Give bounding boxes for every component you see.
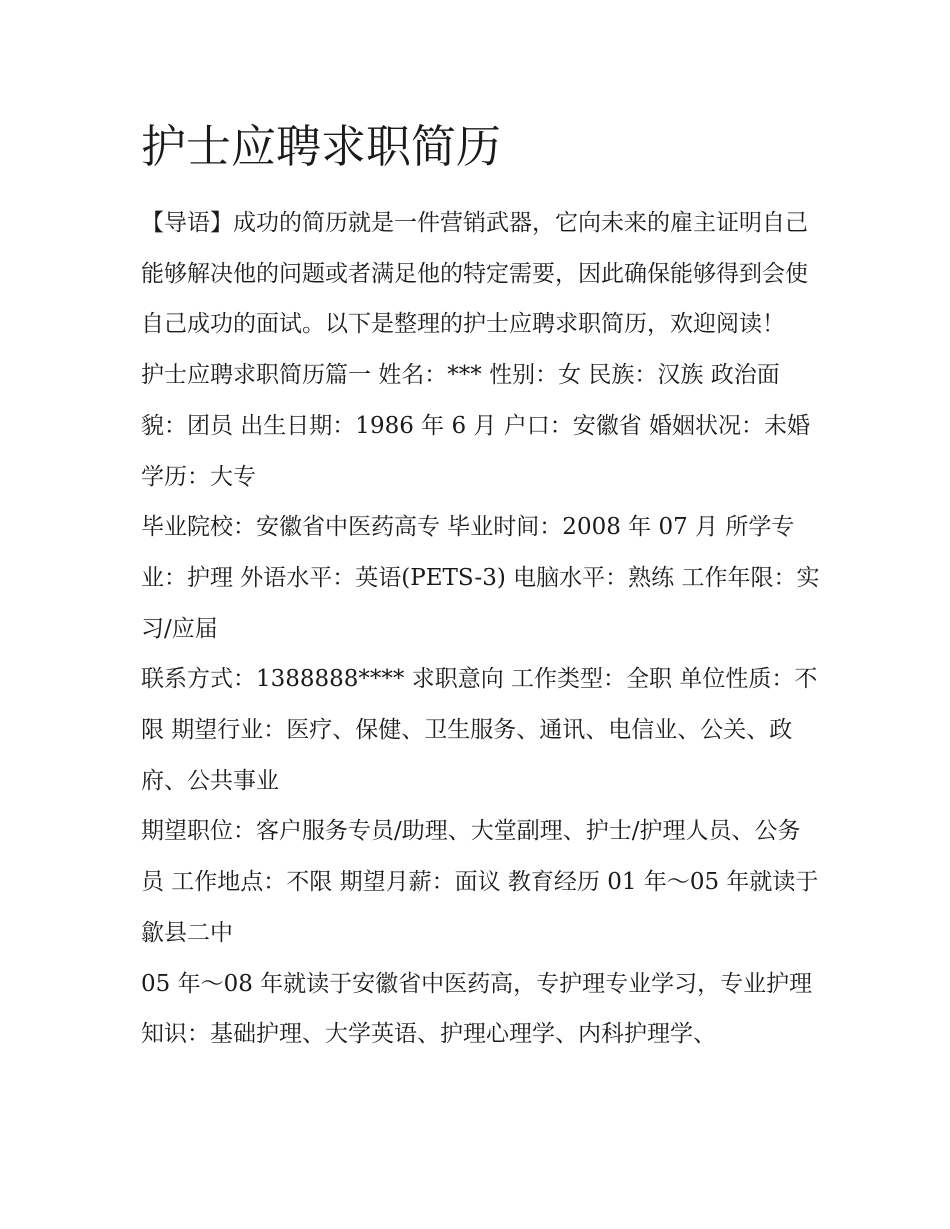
desired-position-paragraph: 期望职位：客户服务专员/助理、大堂副理、护士/护理人员、公务员 工作地点：不限 期望月薪：面议 教育经历 01 年～05 年就读于歙县二中 <box>141 818 819 946</box>
contact-intent-paragraph: 联系方式：1388888**** 求职意向 工作类型：全职 单位性质：不限 期望行业：医疗、保健、卫生服务、通讯、电信业、公关、政府、公共事业 <box>141 666 818 794</box>
intro-paragraph: 【导语】成功的简历就是一件营销武器，它向未来的雇主证明自己能够解决他的问题或者满足他的特定需要，因此确保能够得到会使自己成功的面试。以下是整理的护士应聘求职简历，欢迎阅读！ <box>141 210 808 338</box>
study-history-paragraph: 05 年～08 年就读于安徽省中医药高，专护理专业学习，专业护理知识：基础护理、大学英语、护理心理学、内科护理学、 <box>141 970 813 1048</box>
education-info-paragraph: 毕业院校：安徽省中医药高专 毕业时间：2008 年 07 月 所学专业：护理 外语水平：英语(PETS-3) 电脑水平：熟练 工作年限：实习/应届 <box>141 514 820 642</box>
document-body <box>141 110 821 1060</box>
document-title: 护士应聘求职简历 <box>141 120 502 173</box>
personal-info-paragraph: 护士应聘求职简历篇一 姓名：*** 性别：女 民族：汉族 政治面貌：团员 出生日期：1986 年 6 月 户口：安徽省 婚姻状况：未婚 学历：大专 <box>141 362 811 490</box>
